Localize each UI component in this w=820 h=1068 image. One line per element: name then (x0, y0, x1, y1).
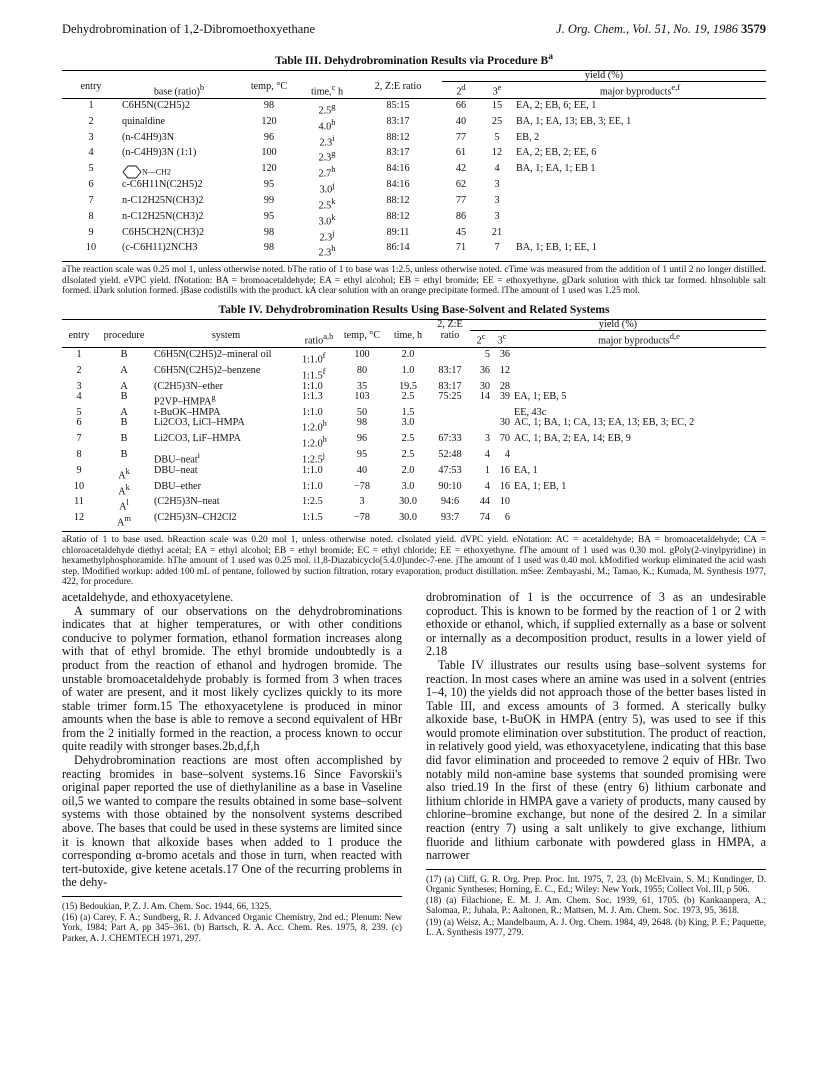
ze-ratio-cell (430, 418, 470, 434)
system-cell: t-BuOK–HMPA (154, 406, 221, 418)
yield-3-cell: 12 (499, 364, 510, 376)
procedure-cell-note: k (125, 481, 130, 492)
yield-2-cell: 4 (484, 448, 490, 460)
ratio-cell: 1:1.0 (302, 464, 323, 476)
yield-3-cell: 21 (491, 226, 503, 238)
table-3-footnotes: aThe reaction scale was 0.25 mol 1, unless otherwise noted. bThe ratio of 1 to base was 1:2.5, unless otherwise noted. cTime was measured from the addition of 1 until 2 no longer distilled. dIsolated yield. eVPC yield. fNotation: BA = bromoacetaldehyde; EA = ethyl alcohol; EB = ethyl bromide; EE = ethoxyethyne. gDark solution with thick tar formed. hInsoluble salt formed. iDark solution formed. jBase codistills with the product. kA clear solution with an orange precipitate formed. lThe amount of 1 used was 1.25 mol. (62, 265, 766, 297)
byproducts-cell (512, 450, 766, 466)
temp-cell: −78 (338, 513, 386, 531)
yield-3-cell: 3 (494, 195, 500, 207)
ze-ratio-cell: 67:33 (438, 433, 462, 445)
temp-cell: 96 (356, 433, 368, 445)
ratio-cell: 84:16 (386, 179, 410, 191)
references-right (426, 869, 766, 937)
yield-3-cell: 7 (480, 243, 514, 261)
ratio-cell: 88:12 (386, 195, 410, 207)
byproducts-cell (514, 212, 766, 228)
t4-col-byproducts: major byproducts$^{d,e}$ (512, 331, 766, 348)
time-cell-note: i (332, 132, 335, 143)
procedure-cell-note: m (124, 513, 131, 524)
ratio-cell: 83:17 (386, 115, 410, 127)
page-number: 3579 (741, 22, 766, 36)
entry-cell: 11 (74, 496, 84, 508)
ze-ratio-cell (430, 408, 470, 418)
ratio-cell: 1:1.5$^f$ (302, 365, 326, 382)
system-cell-note: g (211, 392, 216, 403)
byproducts-cell: EA, 1; EB, 5 (514, 391, 567, 403)
entry-cell: 10 (73, 480, 85, 492)
entry-cell: 8 (76, 448, 82, 460)
table-row (62, 482, 766, 498)
base-label: N—CH2 (142, 167, 171, 177)
time-cell: 3.0 (401, 480, 415, 492)
body-column-left (62, 591, 402, 944)
yield-2-cell (470, 408, 492, 418)
t3-col-yield-3: 3e (480, 82, 514, 99)
time-cell: 3.0$^k$ (318, 211, 336, 228)
table-row (62, 99, 766, 117)
time-cell-note: g (331, 148, 336, 159)
byproducts-cell: AC, 1; BA, 2; EA, 14; EB, 9 (514, 433, 631, 445)
ze-ratio-cell: 52:48 (438, 448, 462, 460)
byproducts-cell: AC, 1; BA, 1; CA, 13; EA, 13; EB, 3; EC, 2 (514, 417, 695, 429)
procedure-cell: B (120, 391, 128, 403)
procedure-cell-note: l (126, 497, 129, 508)
yield-3-cell: 15 (491, 100, 503, 112)
t3-col-yield-2: 2$^d$ (442, 82, 480, 99)
base-cell: (n-C4H9)3N (122, 131, 175, 143)
table-row (62, 466, 766, 482)
yield-2-cell: 42 (455, 163, 467, 175)
entry-cell: 7 (76, 433, 82, 445)
temp-cell: 80 (356, 364, 368, 376)
byproducts-cell: EA, 1; EB, 1 (514, 480, 567, 492)
temp-cell: 99 (263, 195, 275, 207)
time-cell-note: j (332, 227, 335, 238)
entry-cell: 9 (76, 464, 82, 476)
temp-cell: 3 (359, 496, 365, 508)
entry-cell: 3 (76, 380, 82, 392)
yield-3-cell: 4 (504, 448, 510, 460)
procedure-cell: A (120, 364, 128, 376)
system-cell: DBU–ether (154, 480, 201, 492)
paragraph: Table IV illustrates our results using base–solvent systems for reaction. In most cases where an amine was used in a solvent (entries 1–4, 10) the yields did not approach those of the better bases listed in Table III, and excess amounts of 3 formed. A sterically bulky alkoxide base, t-BuOK in HMPA (entry 5), was used to see if this would promote elimination over substitution. The product of reaction, in relatively good yield, was ethoxyacetylene, indicating that this base did favor elimination and proceeded to remove 2 equiv of HBr. Two notably mild non-amine base systems that sounded promising were also tried.19 In the first of these (entry 6) lithium carbonate and lithium chloride in HMPA gave a variety of products, many caused by chlorine–bromine exchange, but none of the desired 2. In a similar reaction (entry 7) using a salt unlikely to give exchange, lithium fluoride and lithium carbonate with powdered glass in HMPA, a narrower (426, 657, 766, 863)
procedure-cell: $A^l$ (119, 497, 129, 513)
yield-2-cell: 66 (455, 100, 467, 112)
yield-2-cell: 40 (455, 115, 467, 127)
t4-col-ze-top: 2, Z:E (430, 319, 470, 330)
base-cell: quinaldine (122, 115, 166, 127)
byproducts-cell: EA, 2; EB, 2; EE, 6 (516, 147, 597, 159)
byproducts-cell (514, 180, 766, 196)
table-row (62, 366, 766, 382)
byproducts-cell: BA, 1; EB, 1; EE, 1 (514, 243, 766, 261)
byproducts-cell: EA, 2; EB, 6; EE, 1 (516, 100, 597, 112)
paragraph: A summary of our observations on the dehydrobrominations indicates that at higher temperatures, or with other conditions conducive to polymer formation, ethanol formation increases along with that of ethyl bromide. The ethyl bromide undoubtedly is a product from the reaction of ethanol and hydrogen bromide. The unstable bromoacetaldehyde probably is formed from 3 when traces of water are present, and it most likely cyclizes quickly to its more stable trimer form.15 The ethoxyacetylene is produced in minor amounts when the base is able to remove a second equivalent of HBr from the 2 initially formed in the reaction, a process known to occur quite readily with stronger bases.2b,d,f,h (62, 603, 402, 754)
system-cell: (C2H5)3N–ether (154, 380, 224, 392)
table-3-caption: Table III. Dehydrobromination Results via Procedure $B^a$ (275, 51, 553, 67)
t4-col-time: time, h (386, 331, 430, 348)
time-cell: 3.0 (401, 417, 415, 429)
yield-2-cell: 5 (484, 349, 490, 361)
byproducts-cell (512, 348, 766, 366)
ratio-cell: 86:14 (354, 243, 442, 261)
byproducts-cell: EB, 2 (516, 131, 540, 143)
yield-2-cell: 86 (455, 210, 467, 222)
ze-ratio-cell: 47:53 (438, 464, 462, 476)
table-row (62, 450, 766, 466)
running-title: Dehydrobromination of 1,2-Dibromoethoxyethane (62, 22, 316, 36)
byproducts-cell: EE, 43c (514, 406, 547, 418)
byproducts-cell (512, 497, 766, 513)
yield-3-cell: 70 (499, 433, 510, 445)
ze-ratio-cell: 90:10 (438, 480, 462, 492)
yield-3-cell: 16 (499, 464, 510, 476)
table-row (62, 164, 766, 180)
ratio-cell: 88:12 (386, 210, 410, 222)
temp-cell: 120 (261, 163, 277, 175)
ratio-cell: 84:16 (386, 163, 410, 175)
table-4-yield-group: yield (%) (470, 319, 766, 330)
t4-col-ratio: ratio$^{a,b}$ (300, 331, 338, 348)
temp-cell: 95 (263, 179, 275, 191)
yield-3-cell: 16 (499, 480, 510, 492)
ratio-cell: 1:1.0 (302, 480, 323, 492)
yield-2-cell: 77 (455, 131, 467, 143)
table-row (62, 243, 766, 261)
entry-cell: 2 (76, 364, 82, 376)
entry-cell: 10 (62, 243, 120, 261)
ratio-cell-note: f (322, 350, 326, 361)
yield-2-cell: 74 (470, 513, 492, 531)
ratio-cell-note: h (322, 434, 327, 445)
entry-cell: 1 (88, 100, 94, 112)
ratio-cell-note: f (322, 365, 326, 376)
yield-3-cell: 39 (499, 391, 510, 403)
table-row (62, 392, 766, 408)
table-row (62, 180, 766, 196)
yield-3-cell: 5 (494, 131, 500, 143)
byproducts-cell (512, 513, 766, 531)
entry-cell: 7 (88, 195, 94, 207)
procedure-cell: B (120, 448, 128, 460)
yield-3-cell: 36 (499, 349, 510, 361)
ratio-cell: 1:2.0$^h$ (302, 418, 327, 434)
ratio-cell: 1:1.0 (302, 406, 323, 418)
journal-page (62, 22, 766, 943)
temp-cell: 98 (263, 226, 275, 238)
temp-cell: 95 (263, 210, 275, 222)
time-cell: 2.3$^j$ (319, 227, 335, 243)
temp-cell: 96 (263, 131, 275, 143)
table-row (62, 117, 766, 133)
time-cell: 2.0 (401, 349, 415, 361)
yield-2-cell: 61 (455, 147, 467, 159)
piperidine-ring-icon (122, 164, 142, 180)
yield-2-cell: 14 (479, 391, 490, 403)
entry-cell: 3 (88, 131, 94, 143)
journal-citation: J. Org. Chem., Vol. 51, No. 19, 1986 3579 (556, 22, 766, 36)
temp-cell: 98 (263, 100, 275, 112)
temp-cell: 98 (238, 243, 300, 261)
ratio-cell-note: h (322, 418, 327, 429)
time-cell-note: h (331, 164, 336, 175)
t3-col-temp: temp, °C (238, 82, 300, 99)
table-row (62, 382, 766, 392)
ratio-cell-note: j (322, 449, 326, 460)
temp-cell: 35 (356, 380, 368, 392)
t4-col-entry: entry (62, 331, 96, 348)
system-cell: DBU–neat$^i$ (154, 449, 200, 466)
entry-cell: 5 (88, 163, 94, 175)
t4-col-system: system (152, 331, 300, 348)
base-cell: c-C6H11N(C2H5)2 (122, 179, 203, 191)
time-cell: 1.5 (401, 406, 415, 418)
byproducts-cell: BA, 1; EA, 1; EB 1 (516, 163, 596, 175)
entry-cell: 6 (88, 179, 94, 191)
yield-3-cell: 4 (494, 163, 500, 175)
time-cell-note: j (332, 180, 335, 191)
yield-2-cell: 3 (484, 433, 490, 445)
time-cell: 2.5$^k$ (318, 196, 336, 212)
time-cell: 1.0 (401, 364, 415, 376)
time-cell: 19.5 (399, 380, 417, 392)
time-cell-note: k (331, 211, 336, 222)
procedure-cell: A (120, 380, 128, 392)
ze-ratio-cell: 94:6 (440, 496, 460, 508)
yield-2-cell: 62 (455, 179, 467, 191)
temp-cell: −78 (354, 480, 370, 492)
table-row (62, 497, 766, 513)
entry-cell: 4 (88, 147, 94, 159)
table-row (62, 434, 766, 450)
procedure-cell-note: k (125, 465, 130, 476)
time-cell: 2.5 (401, 433, 415, 445)
time-cell: 2.5$^g$ (318, 101, 336, 117)
ratio-cell: 1:1.3 (302, 391, 323, 403)
paragraph: acetaldehyde, and ethoxyacetylene. (62, 589, 234, 604)
temp-cell: 103 (354, 391, 370, 403)
table-row (62, 513, 766, 531)
yield-2-cell: 71 (442, 243, 480, 261)
table-4 (62, 319, 766, 532)
yield-2-cell: 77 (455, 195, 467, 207)
yield-3-cell: 3 (494, 179, 500, 191)
t4-col-ze-bottom: ratio (430, 331, 470, 348)
paragraph: Dehydrobromination reactions are most often accomplished by reacting bromides in base–solvent systems.16 Since Favorskii's original paper reported the use of diethylaniline as a base in Vaseline oil,5 we wanted to compare the results obtained in some base–solvent systems with those obtained by the nonsolvent systems described above. The bases that could be used in these systems are limited since it is known that alkoxide bases when added to 1 produce the corresponding α-bromo acetals and those in turn, when reacted with tert-butoxide, give ketene acetals.17 One of the recurring problems in the dehy- (62, 753, 402, 890)
ze-ratio-cell (430, 348, 470, 366)
ze-ratio-cell: 75:25 (438, 391, 462, 403)
yield-3-cell: 25 (491, 115, 503, 127)
system-cell: C6H5N(C2H5)2–mineral oil (154, 349, 272, 361)
yield-2-cell: 44 (479, 496, 490, 508)
t3-col-ratio: 2, Z:E ratio (354, 82, 442, 99)
paragraph: drobromination of 1 is the occurrence of 3 as an undesirable coproduct. This is known to be formed by the reaction of 1 or 2 with ethoxide or ethanol, which, if supplied externally as a base or solvent or internally as a decomposition product, results in a lower yield of 2.18 (426, 589, 766, 659)
temp-cell: 120 (261, 115, 277, 127)
yield-3-cell: 3 (494, 210, 500, 222)
table-row (62, 196, 766, 212)
table-row (62, 418, 766, 434)
base-cell: (n-C4H9)3N (1:1) (122, 147, 197, 159)
system-cell: (C2H5)3N–neat (154, 496, 220, 508)
ratio-cell: 1:1.0$^f$ (302, 350, 326, 366)
yield-3-cell: 30 (499, 417, 510, 429)
system-cell: DBU–neat (154, 464, 198, 476)
time-cell: 30.0 (399, 496, 417, 508)
time-cell-note: h (331, 116, 336, 127)
byproducts-cell: BA, 1; EA, 13; EB, 3; EE, 1 (516, 115, 632, 127)
ratio-cell: 1:1.0 (302, 380, 323, 392)
temp-cell: 100 (261, 147, 277, 159)
entry-cell: 1 (76, 349, 82, 361)
time-cell-note: k (331, 196, 336, 207)
time-cell: 2.3$^g$ (318, 148, 336, 164)
procedure-cell: $A^k$ (118, 465, 130, 482)
procedure-cell: $A^k$ (118, 481, 130, 497)
t4-col-procedure: procedure (96, 331, 152, 348)
byproducts-cell (514, 196, 766, 212)
reference-item: (15) Bedoukian, P. Z. J. Am. Chem. Soc. 1944, 66, 1325. (62, 901, 272, 911)
reference-item: (19) (a) Weisz, A.; Mandelbaum, A. J. Org. Chem. 1984, 49, 2648. (b) King, P. F.; Paquette, L. A. Synthesis 1977, 279. (426, 916, 766, 937)
procedure-cell: B (120, 417, 128, 429)
yield-3-cell: 12 (491, 147, 503, 159)
table-3 (62, 70, 766, 262)
base-cell: C6H5N(C2H5)2 (122, 100, 190, 112)
time-cell: 2.3$^i$ (319, 132, 335, 149)
time-cell-note: g (331, 101, 336, 112)
table-row (62, 148, 766, 164)
t4-col-temp: temp, °C (338, 331, 386, 348)
temp-cell: 98 (356, 417, 368, 429)
byproducts-cell: EA, 1 (514, 464, 538, 476)
entry-cell: 12 (62, 513, 96, 531)
ze-ratio-cell: 93:7 (430, 513, 470, 531)
yield-2-cell (470, 418, 492, 434)
time-cell: 2.7$^h$ (318, 164, 336, 180)
reference-item: (18) (a) Filachione, E. M. J. Am. Chem. Soc. 1939, 61, 1705. (b) Kankaanpera, A.; Salomaa, P.; Juhala, P.; Aaltonen, R.; Mattsen, M. J. Am. Chem. Soc. 1973, 95, 3618. (426, 895, 766, 916)
body-column-right (426, 591, 766, 938)
yield-3-cell: 6 (492, 513, 512, 531)
table-4-caption: Table IV. Dehydrobromination Results Using Base-Solvent and Related Systems (218, 303, 610, 316)
t3-col-byproducts: major byproducts$^{e,f}$ (514, 82, 766, 99)
system-cell: Li2CO3, LiF–HMPA (154, 433, 241, 445)
procedure-cell: B (120, 349, 128, 361)
byproducts-cell (514, 228, 766, 244)
ratio-cell: 89:11 (386, 226, 410, 238)
ratio-cell: 1:1.5 (300, 513, 338, 531)
ze-ratio-cell: 83:17 (438, 380, 462, 392)
time-cell: 2.0 (401, 464, 415, 476)
temp-cell: 40 (356, 464, 368, 476)
t3-col-time: time,$^c$ h (300, 82, 354, 99)
table-row (62, 212, 766, 228)
reference-item: (16) (a) Carey, F. A.; Sundberg, R. J. Advanced Organic Chemistry, 2nd ed.; Plenum: New York, 1984; Part A, pp 345–361. (b) Bartsch, R. A. Acc. Chem. Res. 1975, 8, 239. (c) Parker, A. J. CHEMTECH 1971, 297. (62, 912, 402, 943)
table-row (62, 348, 766, 366)
time-cell-note: h (331, 243, 336, 254)
yield-2-cell: 45 (455, 226, 467, 238)
entry-cell: 6 (76, 417, 82, 429)
table-3-yield-group: yield (%) (442, 70, 766, 81)
time-cell: 2.5 (401, 391, 415, 403)
procedure-cell: $A^m$ (96, 513, 152, 531)
temp-cell: 95 (356, 448, 368, 460)
references-left (62, 896, 402, 943)
time-cell: 30.0 (386, 513, 430, 531)
yield-2-cell: 1 (484, 464, 490, 476)
ratio-cell: 1:2.5$^j$ (302, 449, 326, 466)
t3-col-entry: entry (62, 82, 120, 99)
byproducts-cell (512, 366, 766, 382)
entry-cell: 5 (76, 406, 82, 418)
t3-col-base: base (ratio)$^b$ (120, 82, 238, 99)
reference-item: (17) (a) Cliff, G. R. Org. Prep. Proc. Int. 1975, 7, 23. (b) McElvain, S. M.; Kundinger, D. Organic Syntheses; Horning, E. C., Ed.; Wiley: New York, 1955; Collect Vol. III, p 506. (426, 873, 766, 895)
base-cell: C6H5CH2N(CH3)2 (122, 226, 205, 238)
ratio-cell: 1:2.5 (302, 496, 323, 508)
base-cell: n-C12H25N(CH3)2 (122, 210, 204, 222)
ratio-cell: 1:2.0$^h$ (302, 434, 327, 450)
system-cell: P2VP–HMPA$^g$ (154, 392, 216, 408)
temp-cell: 50 (356, 406, 368, 418)
table-row (62, 133, 766, 149)
procedure-cell: A (120, 406, 128, 418)
time-cell: 2.5 (401, 448, 415, 460)
entry-cell: 2 (88, 115, 94, 127)
time-cell: 4.0$^h$ (318, 116, 336, 133)
temp-cell: 100 (354, 349, 370, 361)
ratio-cell: 88:12 (386, 131, 410, 143)
yield-3-cell: 28 (499, 380, 510, 392)
t4-col-yield-3: 3$^c$ (492, 331, 512, 348)
system-cell: C6H5N(C2H5)2–benzene (154, 364, 261, 376)
base-cell: n-C12H25N(CH3)2 (122, 195, 204, 207)
base-cell: (c-C6H11)2NCH3 (120, 243, 238, 261)
time-cell: 2.3$^h$ (300, 243, 354, 261)
entry-cell: 8 (88, 210, 94, 222)
table-4-footnotes: aRatio of 1 to base used. bReaction scale was 0.20 mol 1, unless otherwise noted. cIsolated yield. dVPC yield. eNotation: AC = acetaldehyde; BA = bromoacetaldehyde; CA = chloroacetaldehyde diethyl acetal; EA = ethyl alcohol; EB = ethyl bromide; EC = ethyl chloride; EE = ethoxyethyne. fThe amount of 1 used was 0.30 mol. gPoly(2-vinylpyridine) in hexamethylphosphoramide. hThe amount of 1 used was 0.25 mol. i1,8-Diazabicyclo[5.4.0]undec-7-ene. jThe amount of 1 used was 0.40 mol. kModified workup eliminated the acid wash step. lModified workup: added 100 mL of pentane, followed by suction filtration, rotary evaporation, product distillation. mSee: Zembayashi, M.; Tamao, K.; Kumada, M. Synthesis 1977, 422, for procedure. (62, 534, 766, 588)
system-cell: Li2CO3, LiCl–HMPA (154, 417, 245, 429)
entry-cell: 9 (88, 226, 94, 238)
ratio-cell: 85:15 (386, 100, 410, 112)
table-row (62, 228, 766, 244)
system-cell-note: i (197, 449, 200, 460)
time-cell: 3.0$^j$ (319, 180, 335, 196)
yield-2-cell: 4 (484, 480, 490, 492)
entry-cell: 4 (76, 391, 82, 403)
yield-2-cell: 30 (479, 380, 490, 392)
system-cell: (C2H5)3N–CH2Cl2 (152, 513, 300, 531)
ratio-cell: 83:17 (386, 147, 410, 159)
yield-2-cell: 36 (479, 364, 490, 376)
ze-ratio-cell: 83:17 (438, 364, 462, 376)
base-cell (120, 164, 238, 180)
yield-3-cell: 10 (499, 496, 510, 508)
t4-col-yield-2: 2$^c$ (470, 331, 492, 348)
running-header (62, 22, 766, 38)
procedure-cell: B (120, 433, 128, 445)
